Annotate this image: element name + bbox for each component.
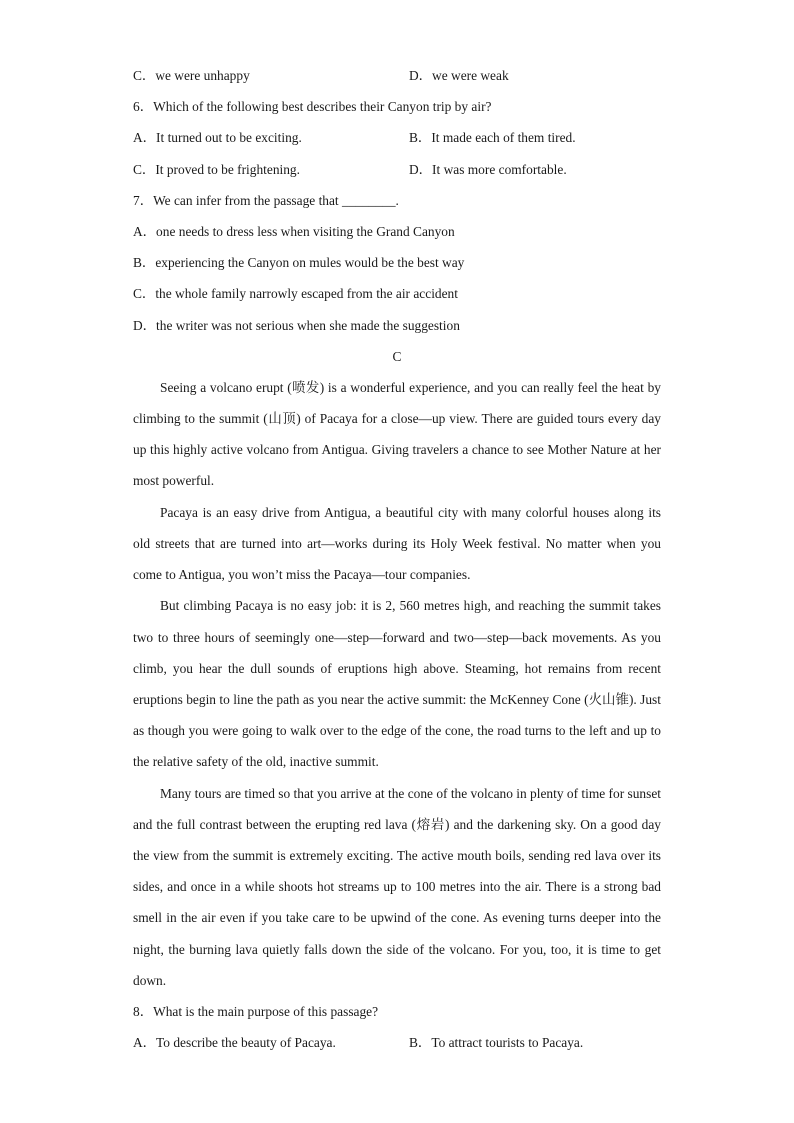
q6-option-c: C．It proved to be frightening. bbox=[133, 161, 300, 177]
passage-paragraph-4: Many tours are timed so that you arrive at the cone of the volcano in plenty of time for sunset and the full contrast between the erupting red lava (熔岩) and the darkening sky. On a good day the view from the summit is extremely exciting. The active mouth boils, sending red lava over its sides, and once in a while shoots hot streams up to 100 metres into the air. There is a strong bad smell in the air even if you take care to be upwind of the cone. As evening turns deeper into the night, the burning lava quietly falls down the side of the volcano. For you, too, it is time to get down. bbox=[133, 785, 661, 988]
q8-options-ab bbox=[133, 1027, 661, 1058]
q7-option-d: D．the writer was not serious when she made the suggestion bbox=[133, 317, 460, 333]
q6-question: 6．Which of the following best describes their Canyon trip by air? bbox=[133, 99, 492, 115]
q6-options-cd bbox=[133, 154, 661, 185]
q5-options-cd bbox=[133, 60, 661, 91]
q5-option-d: D．we were weak bbox=[409, 68, 509, 83]
passage-paragraph-2: Pacaya is an easy drive from Antigua, a beautiful city with many colorful houses along its old streets that are turned into art—works during its Holy Week festival. No matter when you come to Antigua, you won’t miss the Pacaya—tour companies. bbox=[133, 504, 661, 583]
q7-question: 7．We can infer from the passage that ________. bbox=[133, 192, 399, 208]
q6-option-d: D．It was more comfortable. bbox=[409, 161, 567, 177]
q8-option-b: B．To attract tourists to Pacaya. bbox=[409, 1035, 584, 1051]
q6-option-b: B．It made each of them tired. bbox=[409, 130, 576, 146]
q6-options-ab bbox=[133, 122, 661, 153]
section-heading: C bbox=[392, 348, 402, 364]
q8-question: 8．What is the main purpose of this passage? bbox=[133, 1003, 379, 1019]
q5-option-c: C．we were unhappy bbox=[133, 68, 250, 83]
q7-option-c: C．the whole family narrowly escaped from the air accident bbox=[133, 286, 458, 302]
q8-option-a: A．To describe the beauty of Pacaya. bbox=[133, 1035, 336, 1051]
passage-paragraph-3: But climbing Pacaya is no easy job: it is 2, 560 metres high, and reaching the summit takes two to three hours of seemingly one—step—forward and two—step—back movements. As you climb, you hear the dull sounds of eruptions high above. Steaming, hot remains from recent eruptions begin to line the path as you near the active summit: the McKenney Cone (火山锥). Just as though you were going to walk over to the edge of the cone, the road turns to the left and up to the relative safety of the old, inactive summit. bbox=[133, 598, 661, 770]
q7-option-a: A．one needs to dress less when visiting the Grand Canyon bbox=[133, 223, 455, 239]
q7-option-b: B．experiencing the Canyon on mules would be the best way bbox=[133, 255, 465, 271]
passage-paragraph-1: Seeing a volcano erupt (喷发) is a wonderful experience, and you can really feel the heat by climbing to the summit (山顶) of Pacaya for a close—up view. There are guided tours every day up this highly active volcano from Antigua. Giving travelers a chance to see Mother Nature at her most powerful. bbox=[133, 379, 661, 489]
q6-option-a: A．It turned out to be exciting. bbox=[133, 130, 302, 146]
exam-page bbox=[133, 60, 661, 1058]
